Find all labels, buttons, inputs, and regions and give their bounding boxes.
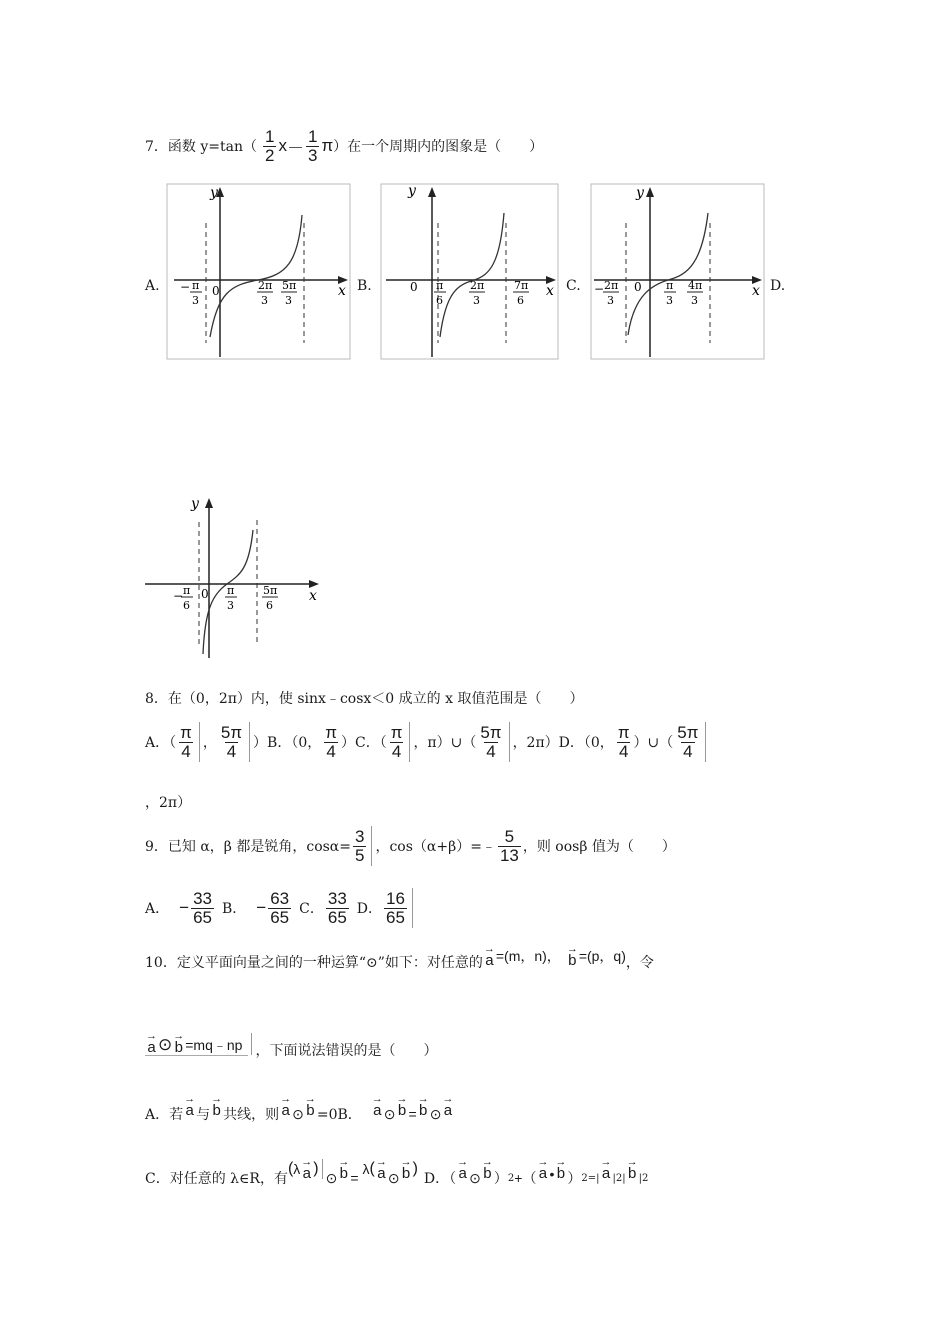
q7-frac1: $\frac{1}{2}$: [265, 127, 275, 165]
vector-b: → b: [481, 1155, 493, 1182]
tick-2-num: π: [227, 584, 235, 597]
q8-options: [145, 722, 709, 762]
abs-bar: |: [596, 1172, 600, 1184]
q7-frac2: $\frac{1}{3}$: [307, 127, 318, 165]
divider: [371, 826, 372, 866]
odot-operator: ⊙: [383, 1105, 396, 1122]
vector-b: → b: [173, 1030, 185, 1057]
tick-3-den: 6: [266, 599, 273, 612]
q9-b-sign: −: [256, 898, 267, 917]
vector-b: → b: [338, 1155, 350, 1182]
close-paren: ): [313, 1160, 319, 1177]
plus-sign: +: [514, 1170, 523, 1186]
q7-graph-d-svg: [143, 494, 325, 662]
q7-pi: π: [321, 136, 334, 156]
q7-option-b-label: B.: [357, 278, 372, 294]
odot-operator: ⊙: [429, 1105, 442, 1122]
q8-d1: $\frac{\pi}{4}$: [617, 722, 630, 761]
q10-b-eq: =(p，q): [578, 948, 626, 964]
tick-neg-sign: −: [180, 280, 191, 294]
q9-options: [145, 888, 416, 928]
x-label: x: [752, 283, 760, 299]
tick-neg-sign: −: [594, 282, 605, 296]
equals-sign: =: [587, 1172, 597, 1184]
tick-1-num: π: [192, 279, 200, 292]
q10-stem2: ，令: [625, 955, 654, 971]
q7-graph-b: [380, 183, 560, 360]
x-axis-arrow-icon: [309, 580, 319, 588]
vector-b: → b: [396, 1092, 408, 1119]
tick-1-num: π: [183, 584, 191, 597]
q9-f2: $\frac{5}{13}$: [499, 826, 519, 865]
vector-a: → a: [483, 942, 495, 969]
y-axis-arrow-icon: [428, 187, 436, 197]
lambda-symbol: λ: [362, 1161, 370, 1177]
open-paren: （: [522, 1170, 537, 1186]
q10-c-opt1: C．对任意的 λ∈R，有: [145, 1171, 288, 1187]
divider: [322, 1159, 323, 1179]
q10-def: =mq﹣np: [185, 1036, 243, 1053]
q8-d2: $\frac{5\pi}{4}$: [677, 722, 699, 761]
q7-suffix: ）在一个周期内的图象是（ ）: [333, 139, 544, 156]
q8-stem: 8．在（0，2π）内，使 sinx﹣cosx＜0 成立的 x 取值范围是（ ）: [145, 691, 584, 707]
exponent: 2: [642, 1172, 649, 1184]
origin-label: 0: [410, 280, 418, 294]
tick-2-den: 3: [261, 294, 268, 307]
tick-2-num: 2π: [258, 279, 273, 292]
q10-a-opt2: 与: [196, 1107, 211, 1123]
q9-f1: $\frac{3}{5}$: [355, 826, 365, 865]
q8-a-label: A．（: [145, 735, 177, 751]
q10-a-opt3: 共线，则: [223, 1107, 280, 1123]
close-paren: ): [412, 1160, 418, 1177]
tick-1-den: 3: [607, 294, 614, 307]
q8-c2: $\frac{5\pi}{4}$: [480, 722, 502, 761]
tick-3-num: 5π: [282, 279, 297, 292]
q10-stem3: ，下面说法错误的是（ ）: [255, 1043, 438, 1059]
q10-a-opt4: =0B．: [316, 1107, 362, 1123]
y-label: y: [636, 185, 644, 201]
q9-stem1: 9．已知 α，β 都是锐角，cosα=: [145, 839, 351, 855]
q9-b-frac: $\frac{63}{65}$: [270, 888, 290, 927]
q7-graph-a: [166, 183, 352, 360]
vector-a: → a: [442, 1092, 454, 1119]
tangent-curve: [440, 213, 504, 337]
q8-c1: $\frac{\pi}{4}$: [390, 722, 403, 761]
q9-d-label: D．: [356, 901, 383, 917]
q8-c-label: ）C．（: [340, 735, 387, 751]
q10-def-formula: [145, 1032, 248, 1056]
vector-b: → b: [566, 942, 578, 969]
q9-c-frac: $\frac{33}{65}$: [327, 888, 347, 927]
q10-definition: [145, 1028, 437, 1060]
q7-option-a-label: A.: [145, 278, 160, 294]
q10-a-eq: =(m，n)，: [495, 948, 561, 964]
vector-a: → a: [600, 1155, 612, 1182]
origin-label: 0: [212, 284, 220, 298]
tick-1-num: 2π: [604, 279, 619, 292]
tick-3-den: 3: [285, 294, 292, 307]
q8-d-end: ，2π）: [145, 795, 192, 811]
q9-d-frac: $\frac{16}{65}$: [386, 888, 405, 927]
vector-b: → b: [555, 1155, 567, 1182]
q10-stem1: 10．定义平面向量之间的一种运算“⊙”如下：对任意的: [145, 955, 483, 971]
q9-stem3: ，则 oosβ 值为（ ）: [522, 839, 676, 855]
q9-stem2: ，cos（α+β）=﹣: [375, 839, 496, 855]
q9-stem: [145, 826, 676, 866]
q7-option-c-label: C.: [566, 278, 581, 294]
tangent-curve: [210, 215, 302, 337]
vector-a: → a: [301, 1155, 313, 1182]
q8-a2: $\frac{5\pi}{4}$: [220, 722, 243, 761]
q9-a-label: A．: [145, 901, 170, 917]
q7-graph-a-svg: [166, 183, 352, 360]
divider: [509, 722, 510, 762]
vector-a: → a: [537, 1155, 549, 1182]
y-label: y: [408, 183, 416, 199]
q7-x: x: [278, 136, 287, 156]
divider: [251, 1033, 252, 1055]
q7-graph-b-svg: [380, 183, 560, 360]
vector-a: → a: [184, 1092, 196, 1119]
x-label: x: [309, 588, 317, 604]
tick-2-num: π: [666, 279, 674, 292]
graph-frame: [591, 184, 764, 359]
graph-frame: [381, 184, 558, 359]
vector-b: → b: [211, 1092, 223, 1119]
tangent-curve: [628, 213, 708, 335]
q7-stem: [145, 128, 543, 165]
vector-b: → b: [626, 1155, 638, 1182]
q7-prefix: 7．函数 y=tan（: [145, 139, 257, 156]
divider: [249, 722, 250, 762]
tick-3-num: 5π: [263, 584, 278, 597]
graph-frame: [167, 184, 350, 359]
q7-minus: －: [286, 138, 304, 158]
q8-b1: $\frac{\pi}{4}$: [325, 722, 337, 761]
q7-graph-c-svg: [590, 183, 766, 360]
q10-option-cd: [145, 1150, 648, 1188]
tick-1-num: π: [436, 279, 444, 292]
q8-b-label: ）B．（0，: [253, 735, 322, 751]
q8-comma: ，: [202, 735, 217, 751]
open-paren: (: [287, 1160, 294, 1177]
abs-bar: |: [638, 1172, 642, 1184]
tick-2-den: 3: [473, 294, 480, 307]
vector-a: → a: [280, 1092, 292, 1119]
abs-bar: |: [612, 1172, 616, 1184]
vector-a: → a: [457, 1155, 469, 1182]
q10-d-opt1: D．（: [423, 1171, 457, 1187]
odot-operator: ⊙: [387, 1169, 400, 1186]
q10-a-opt1: A．若: [145, 1107, 184, 1123]
q10-stem: [145, 942, 654, 972]
open-paren: (: [369, 1160, 375, 1177]
divider: [199, 722, 200, 762]
tick-3-den: 6: [517, 294, 524, 307]
y-axis-arrow-icon: [205, 498, 213, 508]
vector-a: → a: [371, 1092, 383, 1119]
tick-neg-sign: −: [173, 589, 184, 603]
abs-bar: |: [622, 1172, 626, 1184]
q9-b-label: B．: [221, 901, 247, 917]
origin-label: 0: [634, 280, 642, 294]
q9-a-sign: −: [179, 898, 190, 917]
tick-3-den: 3: [691, 294, 698, 307]
odot-operator: ⊙: [158, 1034, 173, 1054]
equals-sign: =: [408, 1106, 417, 1122]
x-label: x: [546, 283, 554, 299]
vector-b: → b: [400, 1155, 412, 1182]
exponent: 2: [507, 1172, 515, 1184]
vector-a: → a: [375, 1155, 387, 1182]
odot-operator: ⊙: [469, 1169, 481, 1186]
close-paren: ）: [493, 1170, 508, 1186]
q7-option-d-label: D.: [770, 278, 786, 294]
x-label: x: [338, 283, 346, 299]
q7-graph-d: [143, 494, 325, 662]
equals-sign: =: [350, 1170, 359, 1186]
lambda-symbol: λ: [293, 1161, 301, 1177]
dot-operator: •: [549, 1166, 555, 1182]
q10-option-ab: [145, 1088, 454, 1124]
odot-operator: ⊙: [292, 1105, 304, 1122]
tick-1-den: 3: [192, 294, 199, 307]
q8-c-mid: ，π）∪（: [413, 735, 477, 751]
q9-c-label: C．: [299, 901, 324, 917]
tick-1-den: 6: [436, 294, 443, 307]
tick-3-num: 4π: [688, 279, 703, 292]
origin-label: 0: [201, 587, 209, 601]
y-axis-arrow-icon: [646, 187, 654, 197]
q8-d-mid: ）∪（: [633, 735, 674, 751]
tick-2-den: 3: [666, 294, 673, 307]
q8-a1: $\frac{\pi}{4}$: [180, 722, 192, 761]
q7-graph-c: [590, 183, 766, 360]
exponent: 2: [615, 1172, 623, 1184]
tick-2-num: 2π: [470, 279, 485, 292]
divider: [705, 722, 706, 762]
vector-b: → b: [417, 1092, 429, 1119]
vector-b: → b: [304, 1092, 316, 1119]
y-label: y: [191, 496, 199, 512]
vector-a: → a: [146, 1030, 157, 1057]
tick-1-den: 6: [183, 599, 190, 612]
divider: [409, 722, 410, 762]
tick-2-den: 3: [227, 599, 234, 612]
close-paren: ）: [567, 1170, 582, 1186]
y-label: y: [210, 185, 218, 201]
divider: [412, 888, 413, 928]
q9-a-frac: $\frac{33}{65}$: [193, 888, 212, 927]
exponent: 2: [581, 1172, 588, 1184]
odot-operator: ⊙: [325, 1169, 338, 1186]
tick-3-num: 7π: [514, 279, 529, 292]
q8-c-end: ，2π）D．（0，: [512, 735, 614, 751]
